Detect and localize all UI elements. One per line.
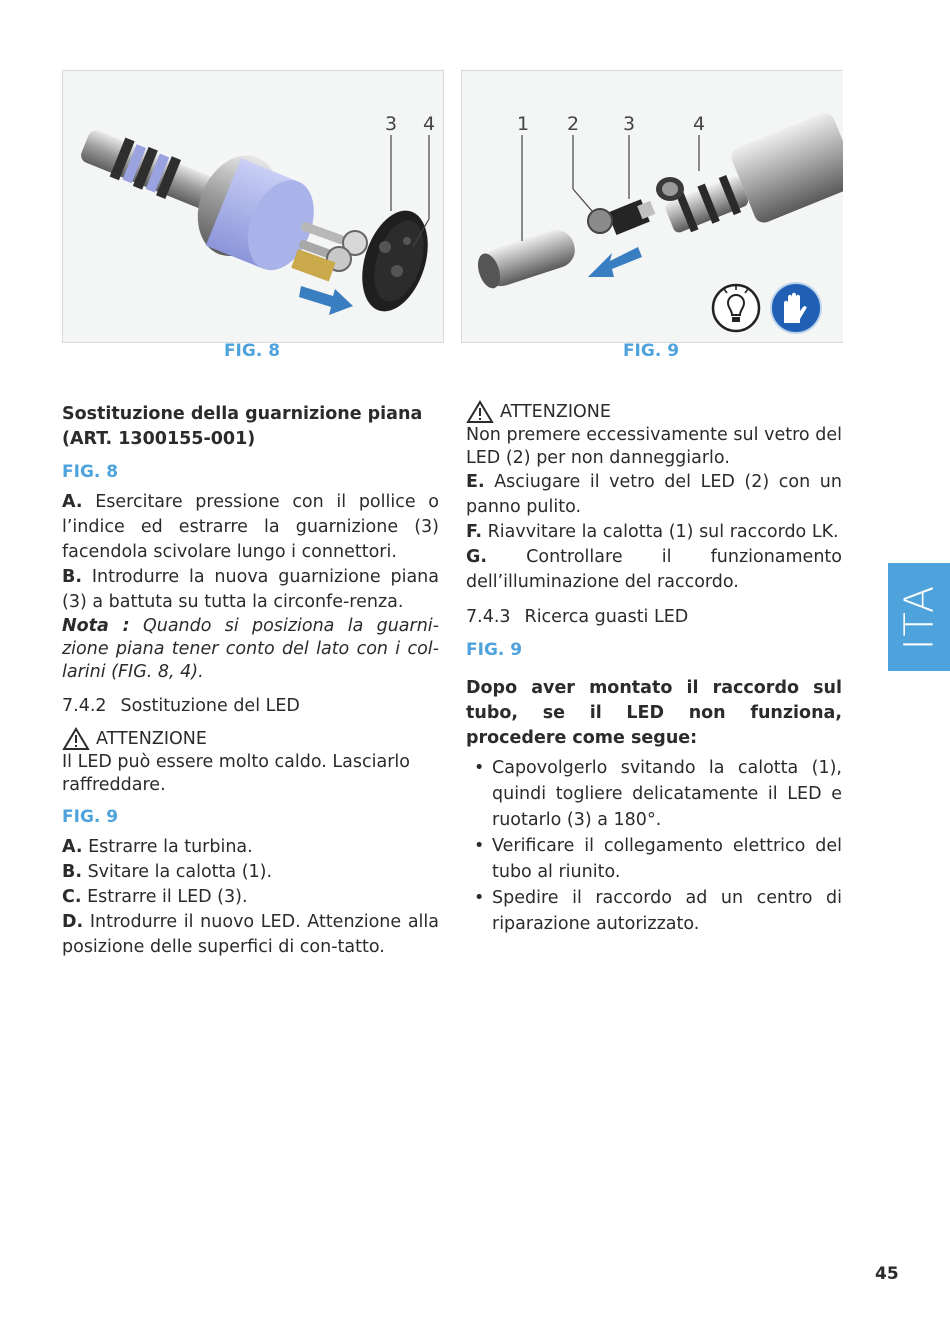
language-tab-label: ITA	[896, 583, 942, 651]
troubleshoot-list	[466, 755, 842, 937]
note	[62, 615, 439, 684]
section-number: 7.4.3	[466, 607, 511, 627]
warning-title: ATTENZIONE	[96, 729, 207, 749]
gasket-heading: Sostituzione della guarnizione piana (ART. 1300155-001)	[62, 404, 423, 449]
warning-title: ATTENZIONE	[500, 402, 611, 422]
step-e	[466, 470, 842, 520]
section-number: 7.4.2	[62, 696, 107, 716]
callout-4: 4	[693, 113, 706, 135]
step-text: Riavvitare la calotta (1) sul raccordo LK.	[482, 522, 839, 542]
step-b	[62, 565, 439, 615]
step-letter: G.	[466, 547, 488, 567]
coupler-led-illustration	[462, 71, 843, 342]
step-text: Esercitare pressione con il pollice o l’indice ed estrarre la guarnizione (3) facendola scivolare lungo i connettori.	[62, 492, 439, 562]
troubleshoot-intro: Dopo aver montato il raccordo sul tubo, se il LED non funziona, procedere come segue:	[466, 678, 842, 748]
step-text: Controllare il funzionamento dell’illuminazione del raccordo.	[466, 547, 842, 592]
language-tab	[888, 563, 950, 671]
page-number: 45	[875, 1264, 899, 1284]
warning-icon	[466, 400, 494, 424]
list-item: • Verificare il collegamento elettrico del tubo al riunito.	[474, 833, 842, 885]
fig-ref-8: FIG. 8	[62, 462, 119, 482]
warning-text: Non premere eccessivamente sul vetro del LED (2) per non danneggiarlo.	[466, 425, 842, 468]
callout-4: 4	[423, 113, 436, 135]
note-text: Quando si posiziona la guarni-zione piana tener conto del lato con i col-larini (FIG. 8, 4).	[62, 616, 439, 682]
step-letter: E.	[466, 472, 485, 492]
section-heading-743	[466, 605, 842, 630]
list-item: • Capovolgerlo svitando la calotta (1), quindi togliere delicatamente il LED e ruotarlo (3) a 180°.	[474, 755, 842, 833]
list-item: • Spedire il raccordo ad un centro di riparazione autorizzato.	[474, 885, 842, 937]
fig-ref-9: FIG. 9	[62, 807, 119, 827]
warning-heading	[62, 727, 439, 751]
warning-heading	[466, 400, 842, 424]
callout-3: 3	[623, 113, 636, 135]
figure-8-image	[62, 70, 444, 343]
step-letter: C.	[62, 887, 82, 907]
step-text: Introdurre la nuova guarnizione piana (3) a battuta su tutta la circonfe-renza.	[62, 567, 439, 612]
note-label: Nota :	[62, 616, 130, 636]
step-text: Introdurre il nuovo LED. Attenzione alla posizione delle superfici di con-tatto.	[62, 912, 439, 957]
step-letter: A.	[62, 492, 83, 512]
warning-icon	[62, 727, 90, 751]
step-letter: B.	[62, 862, 82, 882]
step-text: Svitare la calotta (1).	[82, 862, 273, 882]
step-letter: A.	[62, 837, 83, 857]
step-text: Estrarre il LED (3).	[81, 887, 248, 907]
step-g	[466, 545, 842, 595]
section-heading-742	[62, 694, 439, 719]
step-letter: D.	[62, 912, 84, 932]
figure-8-caption: FIG. 8	[223, 341, 281, 361]
step-d2	[62, 910, 439, 960]
coupler-gasket-illustration	[63, 71, 443, 342]
right-column	[466, 400, 842, 937]
step-letter: F.	[466, 522, 483, 542]
step-a2	[62, 835, 439, 860]
callout-2: 2	[567, 113, 580, 135]
callout-1: 1	[517, 113, 530, 135]
step-a	[62, 490, 439, 565]
fig-ref-9: FIG. 9	[466, 640, 523, 660]
step-b2	[62, 860, 439, 885]
callout-3: 3	[385, 113, 398, 135]
section-title: Sostituzione del LED	[120, 696, 300, 716]
step-c2	[62, 885, 439, 910]
figure-9-image	[461, 70, 843, 343]
step-letter: B.	[62, 567, 82, 587]
figure-9-caption: FIG. 9	[622, 341, 680, 361]
section-title: Ricerca guasti LED	[524, 607, 689, 627]
warning-text: Il LED può essere molto caldo. Lasciarlo raffreddare.	[62, 752, 410, 795]
step-f	[466, 520, 842, 545]
left-column	[62, 402, 439, 960]
step-text: Asciugare il vetro del LED (2) con un panno pulito.	[466, 472, 842, 517]
step-text: Estrarre la turbina.	[82, 837, 253, 857]
